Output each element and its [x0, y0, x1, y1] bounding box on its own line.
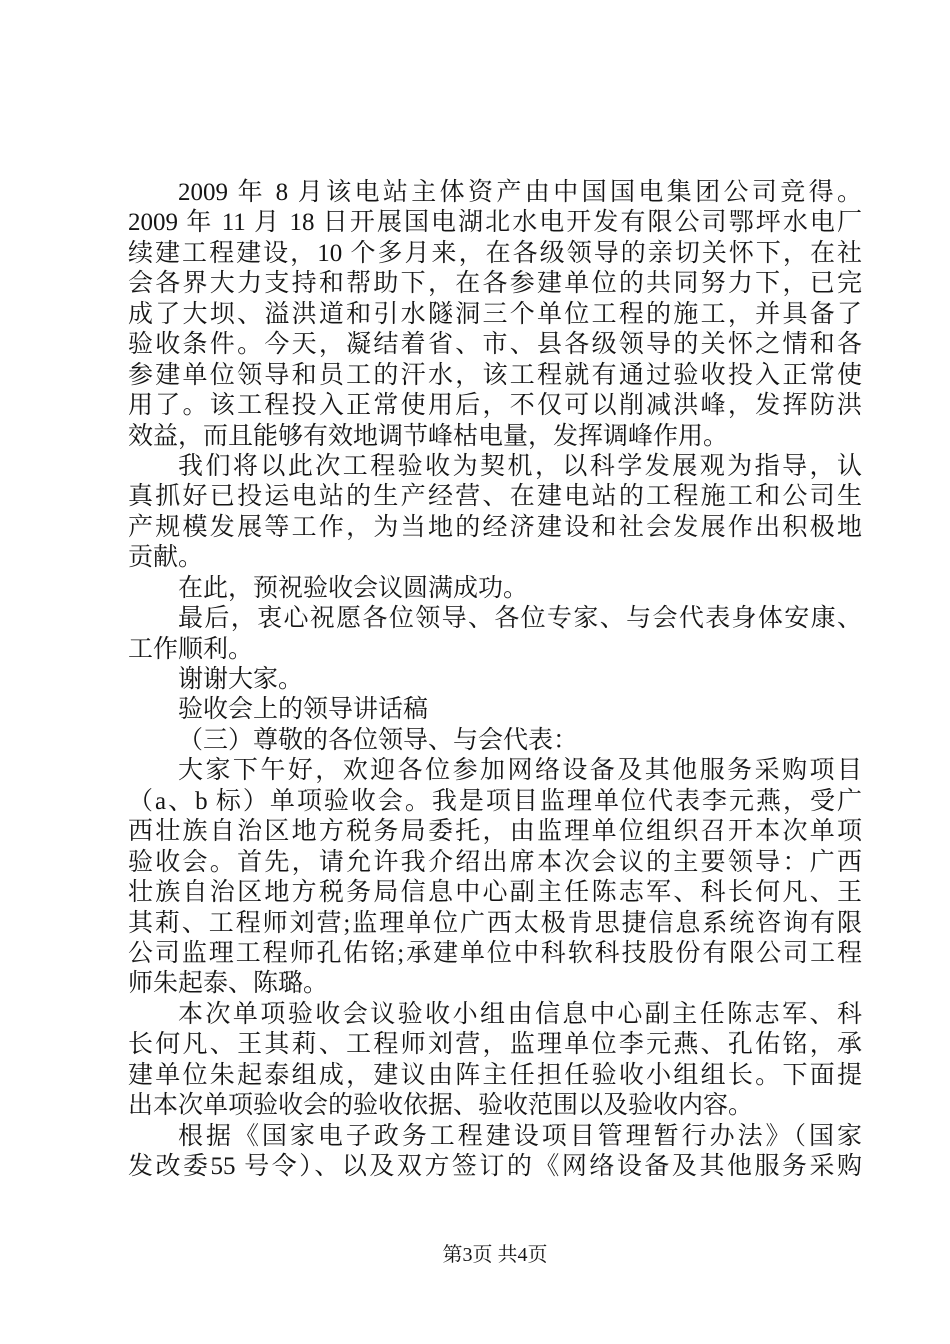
text-line: 其莉、工程师刘营;监理单位广西太极肯思捷信息系统咨询有限 — [128, 909, 862, 937]
text-line: 效益，而且能够有效地调节峰枯电量，发挥调峰作用。 — [128, 422, 729, 450]
text-line: 真抓好已投运电站的生产经营、在建电站的工程施工和公司生 — [128, 483, 862, 511]
text-line: （a、b 标）单项验收会。我是项目监理单位代表李元燕，受广 — [128, 787, 862, 815]
document-body — [128, 178, 862, 1182]
text-line: 谢谢大家。 — [178, 666, 304, 693]
text-line: 2009 年 11 月 18 日开展国电湖北水电开发有限公司鄂坪水电厂 — [128, 209, 862, 237]
text-line: 我们将以此次工程验收为契机，以科学发展观为指导，认 — [178, 452, 862, 480]
text-line: 验收条件。今天，凝结着省、市、县各级领导的关怀之情和各 — [128, 331, 862, 359]
text-line: 根据《国家电子政务工程建设项目管理暂行办法》（国家 — [178, 1122, 862, 1150]
text-line: 验收会上的领导讲话稿 — [178, 696, 429, 724]
text-line: 工作顺利。 — [128, 635, 254, 663]
text-line: 出本次单项验收会的验收依据、验收范围以及验收内容。 — [128, 1092, 754, 1120]
text-line: 长何凡、王其莉、工程师刘营，监理单位李元燕、孔佑铭，承 — [128, 1031, 862, 1059]
text-line: 发改委55 号令）、以及双方签订的《网络设备及其他服务采购 — [128, 1153, 862, 1180]
text-line: 建单位朱起泰组成，建议由阵主任担任验收小组组长。下面提 — [128, 1061, 862, 1089]
text-line: 大家下午好，欢迎各位参加网络设备及其他服务采购项目 — [178, 757, 862, 785]
text-line: 公司监理工程师孔佑铭;承建单位中科软科技股份有限公司工程 — [128, 939, 862, 967]
text-line: 成了大坝、溢洪道和引水隧洞三个单位工程的施工，并具备了 — [128, 300, 862, 328]
text-line: 在此，预祝验收会议圆满成功。 — [178, 574, 529, 602]
text-line: 最后，衷心祝愿各位领导、各位专家、与会代表身体安康、 — [178, 605, 862, 633]
page-indicator: 第3页 共4页 — [442, 1244, 548, 1266]
text-line: 用了。该工程投入正常使用后，不仅可以削减洪峰，发挥防洪 — [128, 392, 862, 420]
text-line: 师朱起泰、陈璐。 — [128, 970, 329, 998]
text-line: 西壮族自治区地方税务局委托，由监理单位组织召开本次单项 — [128, 818, 862, 846]
text-line: 本次单项验收会议验收小组由信息中心副主任陈志军、科 — [178, 1000, 862, 1028]
text-line: 续建工程建设，10 个多月来，在各级领导的亲切关怀下，在社 — [128, 239, 862, 267]
text-line: 贡献。 — [128, 544, 204, 572]
text-line: 2009 年 8 月该电站主体资产由中国国电集团公司竞得。 — [178, 179, 862, 206]
text-line: 参建单位领导和员工的汗水，该工程就有通过验收投入正常使 — [128, 361, 862, 389]
text-line: 会各界大力支持和帮助下，在各参建单位的共同努力下，已完 — [128, 270, 862, 298]
text-line: （三）尊敬的各位领导、与会代表： — [178, 726, 579, 754]
text-line: 验收会。首先，请允许我介绍出席本次会议的主要领导：广西 — [128, 848, 862, 876]
page-number-footer — [128, 1243, 862, 1267]
text-line: 壮族自治区地方税务局信息中心副主任陈志军、科长何凡、王 — [128, 879, 862, 907]
text-line: 产规模发展等工作，为当地的经济建设和社会发展作出积极地 — [128, 513, 862, 541]
